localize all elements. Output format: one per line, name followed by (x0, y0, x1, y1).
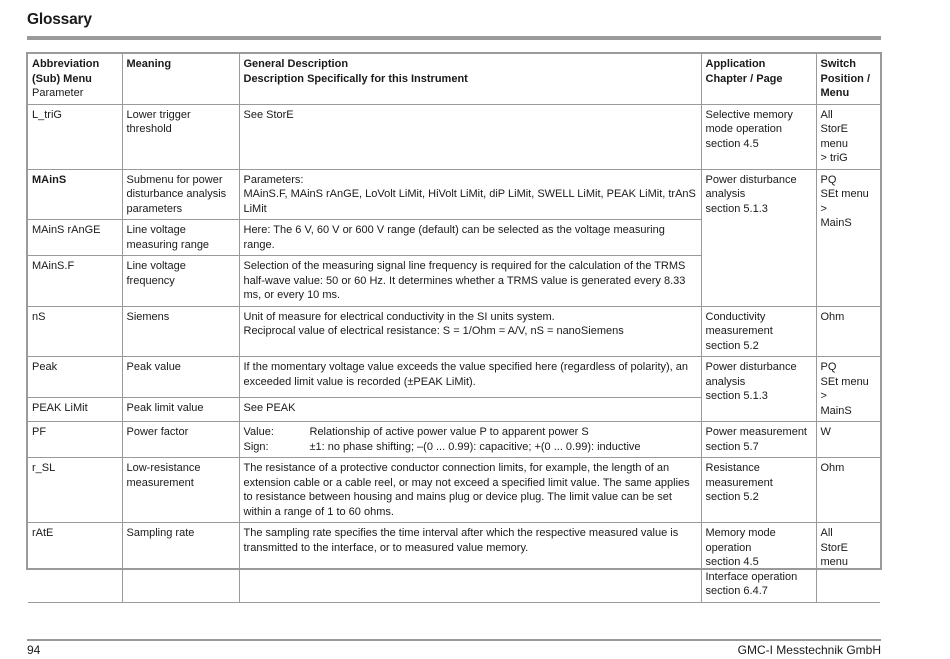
header-description (239, 54, 701, 104)
cell-switch (816, 104, 880, 169)
cell-switch: Ohm (816, 458, 880, 523)
header-meaning-label: Meaning (126, 58, 172, 70)
cell-desc: Selection of the measuring signal line frequency is required for the calculation of the TRMS half-wave value: 50 or 60 Hz. It determines whether a TRMS value is generated every 8.33 ms, or every 10 ms. (239, 256, 701, 307)
cell-desc (239, 422, 701, 458)
table-row (28, 458, 880, 523)
header-rule (27, 36, 881, 40)
glossary-table-container (26, 52, 882, 597)
cell-abbr: Peak (28, 357, 122, 398)
chapter-line: section 4.5 (705, 137, 759, 150)
header-switch-line3: Menu (820, 87, 850, 99)
cell-meaning: Low-resistance measurement (122, 458, 239, 523)
switch-line: StorE menu (820, 123, 849, 150)
cell-desc: See StorE (239, 104, 701, 169)
cell-meaning: Peak value (122, 357, 239, 398)
chapter-line: measurement (705, 476, 773, 489)
switch-line: StorE menu (820, 541, 849, 568)
cell-meaning: Peak limit value (122, 397, 239, 421)
cell-switch (816, 357, 880, 422)
chapter-line: section 5.2 (705, 339, 759, 352)
cell-desc: The resistance of a protective conductor connection limits, for example, the length of an extension cable or a cable reel, or may not exceed a specified limit value. The same applies to resistance between housing and mains plug or device plug. The limit value can be set within a range of 1 to 60 ohms. (239, 458, 701, 523)
chapter-line: Power measurement (705, 426, 807, 438)
header-chapter-line2: Chapter / Page (705, 72, 783, 85)
pf-desc-grid (244, 425, 697, 454)
chapter-line: Selective memory (705, 108, 793, 121)
header-description-line1: General Description (243, 58, 349, 70)
cell-meaning: Line voltage measuring range (122, 220, 239, 256)
cell-meaning: Submenu for power disturbance analysis parameters (122, 169, 239, 220)
header-switch-line2: Position / (820, 72, 870, 85)
cell-desc: See PEAK (239, 397, 701, 421)
cell-chapter (701, 357, 816, 422)
switch-line: MainS (820, 217, 852, 229)
cell-meaning: Sampling rate (122, 523, 239, 603)
desc-text: Relationship of active power value P to apparent power S (309, 426, 589, 438)
cell-chapter (701, 104, 816, 169)
switch-line: PQ (820, 173, 837, 186)
switch-line: All (820, 527, 833, 539)
header-description-line2: Description Specifically for this Instrument (243, 72, 468, 85)
cell-chapter (701, 422, 816, 458)
chapter-line: section 5.2 (705, 491, 759, 503)
cell-switch: Ohm (816, 306, 880, 357)
desc-label: Value: (243, 426, 274, 438)
cell-meaning: Lower trigger threshold (122, 104, 239, 169)
cell-abbr: MAinS (28, 169, 122, 220)
company-name: GMC-I Messtechnik GmbH (737, 643, 881, 657)
cell-desc: Here: The 6 V, 60 V or 600 V range (default) can be selected as the voltage measuring range. (239, 220, 701, 256)
page-number: 94 (27, 643, 41, 657)
switch-line: > triG (820, 152, 848, 164)
header-chapter-line1: Application (705, 58, 766, 70)
cell-abbr: PEAK LiMit (28, 397, 122, 421)
cell-desc: The sampling rate specifies the time interval after which the respective measured value is transmitted to the interface, or to measured value memory. (239, 523, 701, 603)
cell-meaning: Line voltage frequency (122, 256, 239, 307)
chapter-line: Memory mode (705, 527, 776, 539)
desc-line: Parameters: (243, 173, 304, 186)
header-abbreviation-line1: Abbreviation (32, 58, 100, 70)
cell-chapter (701, 523, 816, 603)
header-meaning (122, 54, 239, 104)
header-switch-line1: Switch (820, 58, 856, 70)
cell-abbr: nS (28, 306, 122, 357)
cell-switch (816, 169, 880, 306)
cell-desc: If the momentary voltage value exceeds the value specified here (regardless of polarity), an exceeded limit value is recorded (±PEAK LiMit). (239, 357, 701, 398)
chapter-line: Power disturbance (705, 173, 797, 186)
chapter-line: section 5.1.3 (705, 390, 768, 402)
cell-chapter (701, 169, 816, 306)
chapter-line: Conductivity (705, 310, 766, 323)
header-abbreviation-line3: Parameter (32, 87, 84, 99)
chapter-line: operation (705, 541, 752, 554)
cell-abbr: rAtE (28, 523, 122, 603)
cell-switch: W (816, 422, 880, 458)
desc-text: ±1: no phase shifting; –(0 ... 0.99): capacitive; +(0 ... 0.99): inductive (309, 440, 641, 453)
switch-line: PQ (820, 361, 837, 373)
cell-abbr: MAinS.F (28, 256, 122, 307)
desc-line: Reciprocal value of electrical resistance: S = 1/Ohm = A/V, nS = nanoSiemens (243, 325, 624, 337)
chapter-line: Interface operation (705, 570, 798, 583)
desc-line: Unit of measure for electrical conductivity in the SI units system. (243, 310, 555, 323)
cell-switch (816, 523, 880, 603)
footer-rule (27, 639, 881, 641)
chapter-line: analysis (705, 375, 746, 388)
header-abbreviation (28, 54, 122, 104)
cell-desc (239, 169, 701, 220)
switch-line: MainS (820, 404, 852, 417)
chapter-line: section 5.7 (705, 440, 759, 453)
desc-line: MAinS.F, MAinS rAnGE, LoVolt LiMit, HiVolt LiMit, diP LiMit, SWELL LiMit, PEAK LiMit, trAnS LiMit (243, 188, 696, 215)
chapter-line: measurement (705, 325, 773, 337)
table-header-row (28, 54, 880, 104)
table-row (28, 422, 880, 458)
table-row (28, 357, 880, 398)
chapter-line: section 5.1.3 (705, 202, 768, 215)
cell-desc (239, 306, 701, 357)
header-abbreviation-line2: (Sub) Menu (32, 72, 92, 85)
cell-chapter (701, 306, 816, 357)
cell-abbr: L_triG (28, 104, 122, 169)
switch-line: SEt menu > (820, 375, 869, 402)
switch-line: SEt menu > (820, 188, 869, 215)
chapter-line: Resistance (705, 462, 760, 474)
chapter-line: Power disturbance (705, 361, 797, 373)
table-row (28, 523, 880, 603)
glossary-table (28, 54, 880, 603)
header-chapter (701, 54, 816, 104)
page-title: Glossary (27, 11, 92, 28)
chapter-line: section 4.5 (705, 556, 759, 568)
header-switch (816, 54, 880, 104)
desc-label: Sign: (243, 440, 269, 453)
switch-line: All (820, 108, 833, 121)
cell-abbr: r_SL (28, 458, 122, 523)
chapter-line: section 6.4.7 (705, 585, 768, 597)
cell-abbr: PF (28, 422, 122, 458)
cell-abbr: MAinS rAnGE (28, 220, 122, 256)
cell-meaning: Siemens (122, 306, 239, 357)
chapter-line: mode operation (705, 123, 782, 135)
table-row (28, 306, 880, 357)
cell-chapter (701, 458, 816, 523)
cell-meaning: Power factor (122, 422, 239, 458)
table-row (28, 169, 880, 220)
chapter-line: analysis (705, 188, 746, 200)
table-row (28, 104, 880, 169)
